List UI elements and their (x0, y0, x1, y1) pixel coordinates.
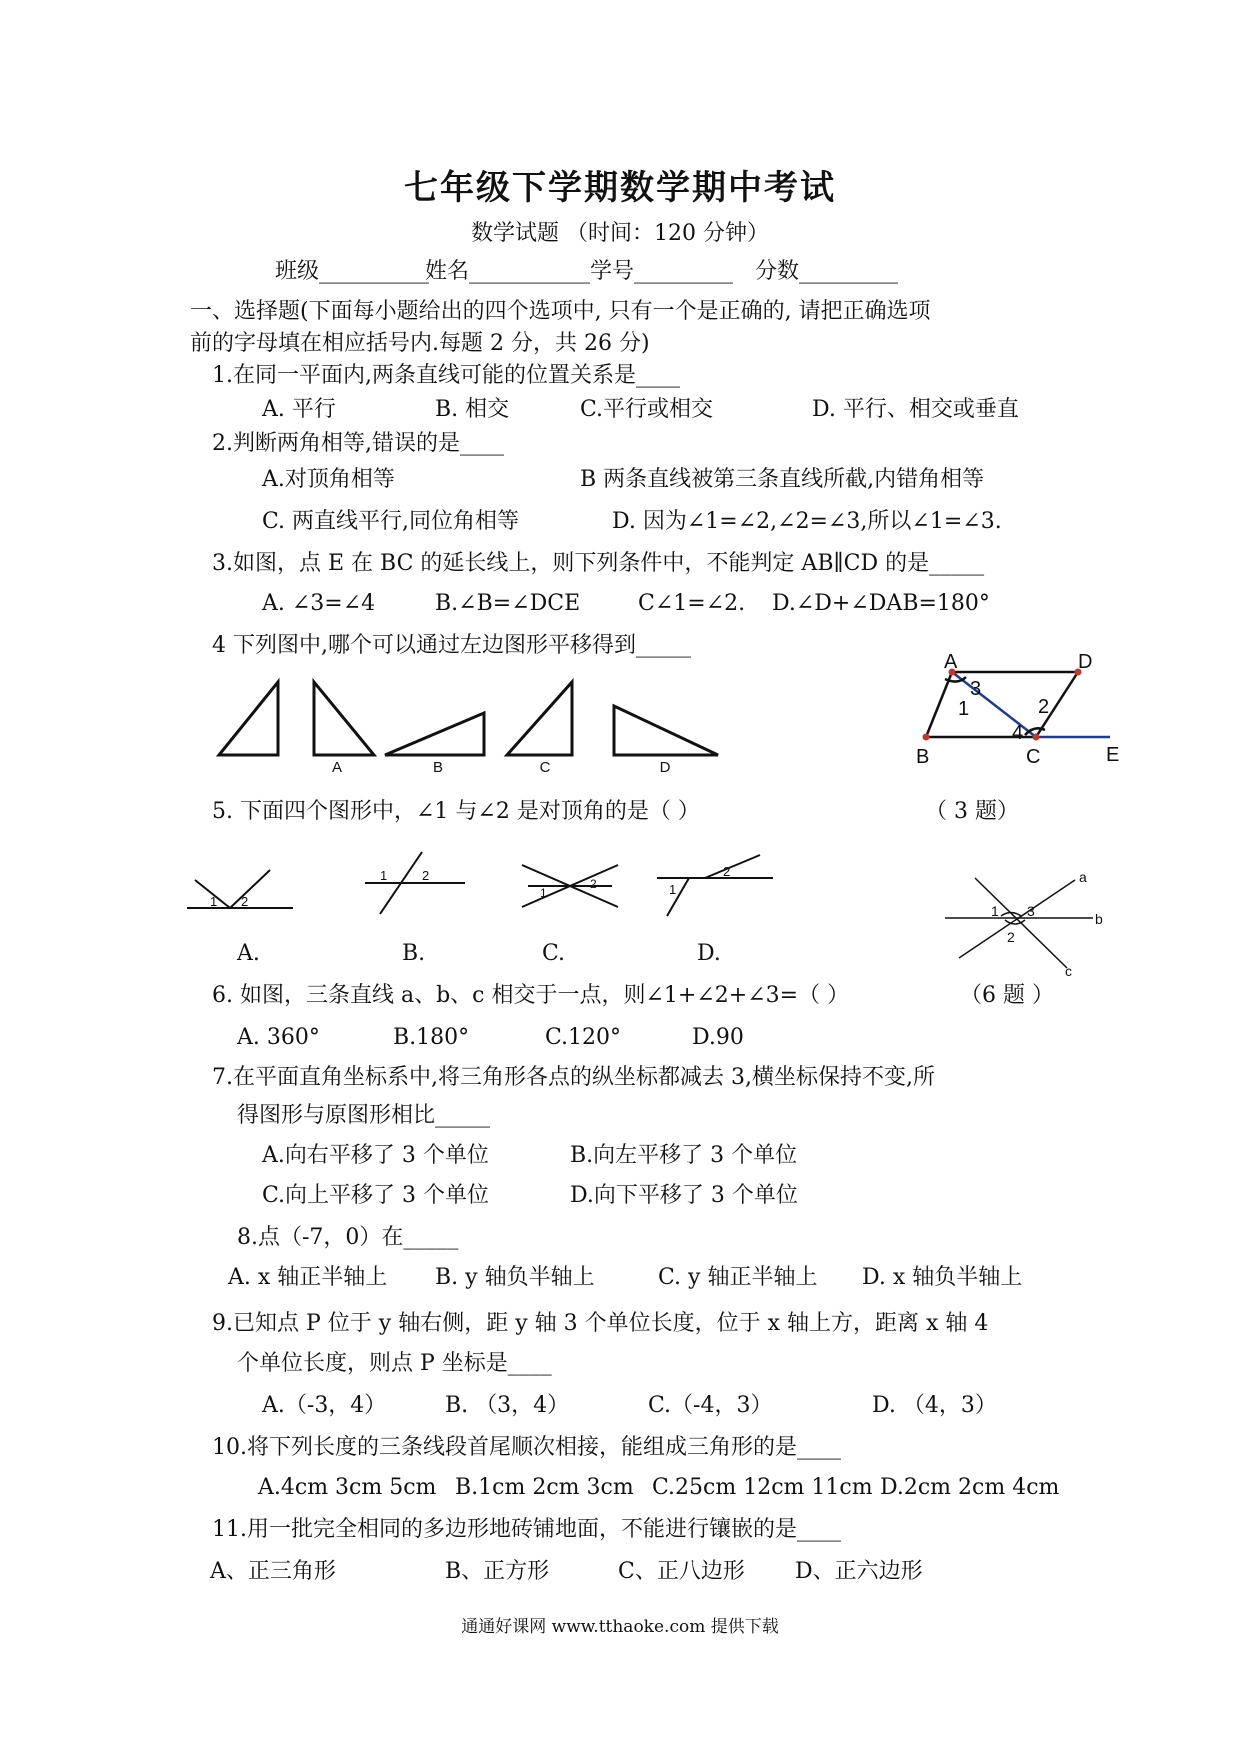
question-11-option-a[interactable]: A、正三角形 (210, 1559, 336, 1584)
question-3-option-d[interactable]: D.∠D+∠DAB=180° (772, 591, 990, 616)
score-field[interactable]: 分数_________ (755, 259, 899, 284)
question-8-option-b[interactable]: B. y 轴负半轴上 (435, 1265, 595, 1290)
question-5-figure-d[interactable] (655, 850, 775, 922)
section-heading-line1: 一、选择题(下面每小题给出的四个选项中, 只有一个是正确的, 请把正确选项 (190, 299, 931, 324)
question-10-option-d[interactable]: D.2cm 2cm 4cm (880, 1475, 1060, 1500)
question-6-figure (945, 868, 1115, 982)
question-10-option-b[interactable]: B.1cm 2cm 3cm (455, 1475, 634, 1500)
angle-mark-1: 1 (540, 886, 547, 900)
triangle-option-b[interactable] (385, 713, 484, 755)
question-3-stem: 3.如图，点 E 在 BC 的延长线上，则下列条件中，不能判定 AB∥CD 的是_____ (212, 551, 985, 576)
question-5-figure-a[interactable] (185, 858, 295, 922)
question-4-figures (210, 670, 730, 779)
point-label-b: B (916, 746, 930, 768)
question-9-option-c[interactable]: C.（-4，3） (648, 1393, 773, 1418)
question-2-stem: 2.判断两角相等,错误的是____ (212, 431, 504, 456)
question-5-label-a[interactable]: A. (237, 941, 260, 966)
question-6-stem: 6. 如图，三条直线 a、b、c 相交于一点，则∠1+∠2+∠3=（ ） (212, 983, 850, 1008)
question-3-option-b[interactable]: B.∠B=∠DCE (435, 591, 581, 616)
question-8-option-c[interactable]: C. y 轴正半轴上 (658, 1265, 818, 1290)
question-8-option-a[interactable]: A. x 轴正半轴上 (228, 1265, 388, 1290)
angle-label-3: 3 (1027, 903, 1035, 919)
point-label-a: A (944, 651, 958, 673)
name-field[interactable]: 姓名___________ (425, 259, 591, 284)
angle-label-3: 3 (970, 678, 982, 700)
question-9-option-a[interactable]: A.（-3，4） (262, 1393, 387, 1418)
question-2-option-a[interactable]: A.对顶角相等 (262, 467, 395, 492)
page-title: 七年级下学期数学期中考试 (404, 168, 836, 208)
question-5-stem: 5. 下面四个图形中，∠1 与∠2 是对顶角的是（ ） (212, 799, 700, 824)
question-6-option-a[interactable]: A. 360° (237, 1025, 320, 1050)
question-6-option-d[interactable]: D.90 (692, 1025, 744, 1050)
section-heading-line2: 前的字母填在相应括号内.每题 2 分，共 26 分) (190, 331, 650, 356)
question-11-option-c[interactable]: C、正八边形 (618, 1559, 745, 1584)
question-5-label-b[interactable]: B. (402, 941, 426, 966)
question-5-figure-c[interactable] (520, 855, 620, 919)
question-11-option-b[interactable]: B、正方形 (445, 1559, 550, 1584)
triangle-option-d[interactable] (614, 706, 718, 755)
question-11-option-d[interactable]: D、正六边形 (795, 1559, 923, 1584)
question-1-option-b[interactable]: B. 相交 (435, 397, 510, 422)
question-9-option-b[interactable]: B. （3，4） (445, 1393, 570, 1418)
triangle-label-b: B (432, 759, 444, 776)
point-label-e: E (1106, 744, 1120, 766)
angle-mark-2: 2 (590, 877, 597, 891)
question-2-option-c[interactable]: C. 两直线平行,同位角相等 (262, 509, 520, 534)
angle-label-2: 2 (1007, 929, 1015, 945)
angle-mark-1: 1 (210, 894, 218, 909)
angle-label-1: 1 (991, 903, 999, 919)
question-1-option-d[interactable]: D. 平行、相交或垂直 (812, 397, 1019, 422)
angle-mark-1: 1 (669, 882, 677, 897)
angle-mark-2: 2 (723, 864, 731, 879)
question-9-stem-line1: 9.已知点 P 位于 y 轴右侧，距 y 轴 3 个单位长度，位于 x 轴上方，距离 x 轴 4 (212, 1311, 989, 1336)
question-6-option-c[interactable]: C.120° (545, 1025, 622, 1050)
angle-label-4: 4 (1012, 722, 1024, 744)
angle-mark-2: 2 (241, 894, 249, 909)
question-10-option-c[interactable]: C.25cm 12cm 11cm (652, 1475, 873, 1500)
triangle-label-d: D (659, 759, 671, 776)
line-label-c: c (1065, 963, 1072, 979)
question-1-option-a[interactable]: A. 平行 (262, 397, 336, 422)
question-10-option-a[interactable]: A.4cm 3cm 5cm (258, 1475, 437, 1500)
question-3-figure-caption: （ 3 题） (925, 799, 1019, 824)
question-3-option-a[interactable]: A. ∠3=∠4 (262, 591, 376, 616)
question-9-option-d[interactable]: D. （4，3） (872, 1393, 997, 1418)
point-label-c: C (1026, 746, 1041, 768)
page-footer: 通通好课网 www.tthaoke.com 提供下载 (461, 1617, 779, 1637)
student-number-field[interactable]: 学号_________ (590, 259, 734, 284)
question-7-option-d[interactable]: D.向下平移了 3 个单位 (570, 1183, 798, 1208)
angle-mark-1: 1 (380, 868, 388, 883)
question-6-option-b[interactable]: B.180° (393, 1025, 470, 1050)
angle-mark-2: 2 (422, 868, 430, 883)
line-label-b: b (1095, 911, 1103, 927)
point-label-d: D (1078, 651, 1093, 673)
question-3-figure (900, 651, 1130, 774)
question-4-stem: 4 下列图中,哪个可以通过左边图形平移得到_____ (212, 633, 691, 658)
question-7-option-b[interactable]: B.向左平移了 3 个单位 (570, 1143, 798, 1168)
triangle-option-c[interactable] (507, 682, 572, 755)
triangle-label-a: A (331, 759, 343, 776)
question-5-label-c[interactable]: C. (542, 941, 566, 966)
question-1-option-c[interactable]: C.平行或相交 (580, 397, 714, 422)
question-7-stem-line1: 7.在平面直角坐标系中,将三角形各点的纵坐标都减去 3,横坐标保持不变,所 (212, 1065, 935, 1090)
question-7-option-c[interactable]: C.向上平移了 3 个单位 (262, 1183, 490, 1208)
question-9-stem-line2: 个单位长度，则点 P 坐标是____ (237, 1351, 552, 1376)
question-5-label-d[interactable]: D. (697, 941, 721, 966)
angle-label-2: 2 (1038, 696, 1050, 718)
question-3-option-c[interactable]: C∠1=∠2. (638, 591, 746, 616)
angle-label-1: 1 (958, 698, 970, 720)
question-7-option-a[interactable]: A.向右平移了 3 个单位 (262, 1143, 489, 1168)
question-2-option-d[interactable]: D. 因为∠1=∠2,∠2=∠3,所以∠1=∠3. (612, 509, 1002, 534)
original-triangle (219, 682, 278, 755)
question-8-option-d[interactable]: D. x 轴负半轴上 (862, 1265, 1023, 1290)
triangle-label-c: C (539, 759, 551, 776)
class-field[interactable]: 班级__________ (275, 259, 430, 284)
triangle-option-a[interactable] (314, 682, 374, 755)
question-6-caption: （6 题 ） (960, 983, 1054, 1008)
question-8-stem: 8.点（-7，0）在_____ (237, 1225, 459, 1250)
exam-subtitle: 数学试题 （时间：120 分钟） (471, 221, 769, 246)
question-2-option-b[interactable]: B 两条直线被第三条直线所截,内错角相等 (580, 467, 985, 492)
question-7-stem-line2: 得图形与原图形相比_____ (237, 1103, 491, 1128)
line-label-a: a (1079, 869, 1087, 885)
question-11-stem: 11.用一批完全相同的多边形地砖铺地面，不能进行镶嵌的是____ (212, 1517, 841, 1542)
question-5-figure-b[interactable] (360, 850, 470, 922)
question-1-stem: 1.在同一平面内,两条直线可能的位置关系是____ (212, 363, 680, 388)
question-10-stem: 10.将下列长度的三条线段首尾顺次相接，能组成三角形的是____ (212, 1435, 841, 1460)
